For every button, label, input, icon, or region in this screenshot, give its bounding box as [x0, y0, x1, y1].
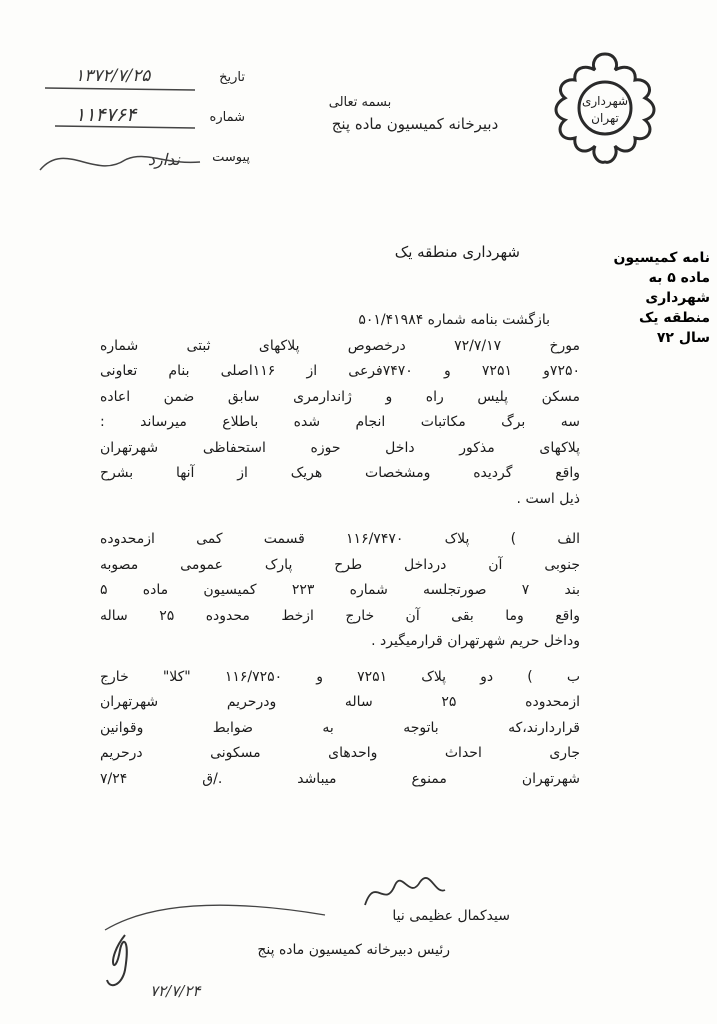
handwritten-date: ۷۲/۷/۲۴ [150, 982, 201, 1000]
signatory-title: رئیس دبیرخانه کمیسیون ماده پنج [257, 942, 450, 958]
body-line: ۷۲۵۰و ۷۲۵۱ و ۷۴۷۰فرعی از ۱۱۶اصلی بنام تعاونی [100, 363, 580, 379]
side-note-line: نامه کمیسیون [613, 250, 710, 266]
body-line: قراردارند،که باتوجه به ضوابط وقوانین [100, 719, 580, 736]
side-note-line: ماده ۵ به [648, 270, 710, 286]
body-line: واقع گردیده ومشخصات هریک از آنها بشرح [100, 465, 580, 481]
tehran-municipality-logo [545, 48, 665, 168]
logo-text-bottom: تهران [591, 111, 619, 125]
signatory-name: سیدکمال عظیمی نیا [392, 908, 510, 924]
number-label: شماره [209, 110, 245, 125]
body-line: جنوبی آن درداخل طرح پارک عمومی مصوبه [100, 556, 580, 573]
handwriting-strokes [35, 60, 205, 190]
side-note-line: سال ۷۲ [656, 330, 710, 346]
addressee: شهرداری منطقه یک [394, 243, 520, 261]
body-line: ب ) دو پلاک ۷۲۵۱ و ۱۱۶/۷۲۵۰ "کلا" خارج [100, 668, 580, 685]
letter-body [100, 308, 580, 792]
side-note [585, 248, 710, 348]
body-line: مورخ ۷۲/۷/۱۷ درخصوص پلاکهای ثبتی شماره [100, 337, 580, 354]
number-value: ۱۱۴۷۶۴ [75, 104, 137, 126]
body-line: وداخل حریم شهرتهران قرارمیگیرد . [371, 633, 580, 649]
date-value: ۱۳۷۲/۷/۲۵ [75, 66, 151, 86]
body-line: الف ) پلاک ۱۱۶/۷۴۷۰ قسمت کمی ازمحدوده [100, 531, 580, 547]
body-line: پلاکهای مذکور داخل حوزه استحفاظی شهرتهران [100, 439, 580, 456]
body-line: ذیل است . [516, 490, 580, 507]
body-line: ازمحدوده ۲۵ ساله ودرحریم شهرتهران [100, 694, 580, 710]
side-note-line: شهرداری [645, 290, 710, 306]
body-line: واقع وما بقی آن خارج ازخط محدوده ۲۵ ساله [100, 607, 580, 624]
date-label: تاریخ [219, 70, 245, 85]
body-line: بند ۷ صورتجلسه شماره ۲۲۳ کمیسیون ماده ۵ [100, 582, 580, 598]
body-line: مسکن پلیس راه و ژاندارمری سابق ضمن اعاده [100, 388, 580, 405]
attachment-value: ندارد [147, 150, 180, 169]
body-line: سه برگ مکاتبات انجام شده باطلاع میرساند : [100, 414, 580, 430]
basmala: بسمه تعالی [328, 95, 392, 110]
body-line: شهرتهران ممنوع میباشد ./ق ۷/۲۴ [100, 770, 580, 787]
attachment-label: پیوست [212, 150, 250, 165]
logo-text-top: شهرداری [581, 94, 629, 108]
side-note-line: منطقه یک [638, 310, 710, 326]
body-line: جاری احداث واحدهای مسکونی درحریم [100, 745, 580, 761]
secretariat-title: دبیرخانه کمیسیون ماده پنج [331, 115, 499, 133]
body-line: بازگشت بنامه شماره ۵۰۱/۴۱۹۸۴ [358, 312, 550, 328]
